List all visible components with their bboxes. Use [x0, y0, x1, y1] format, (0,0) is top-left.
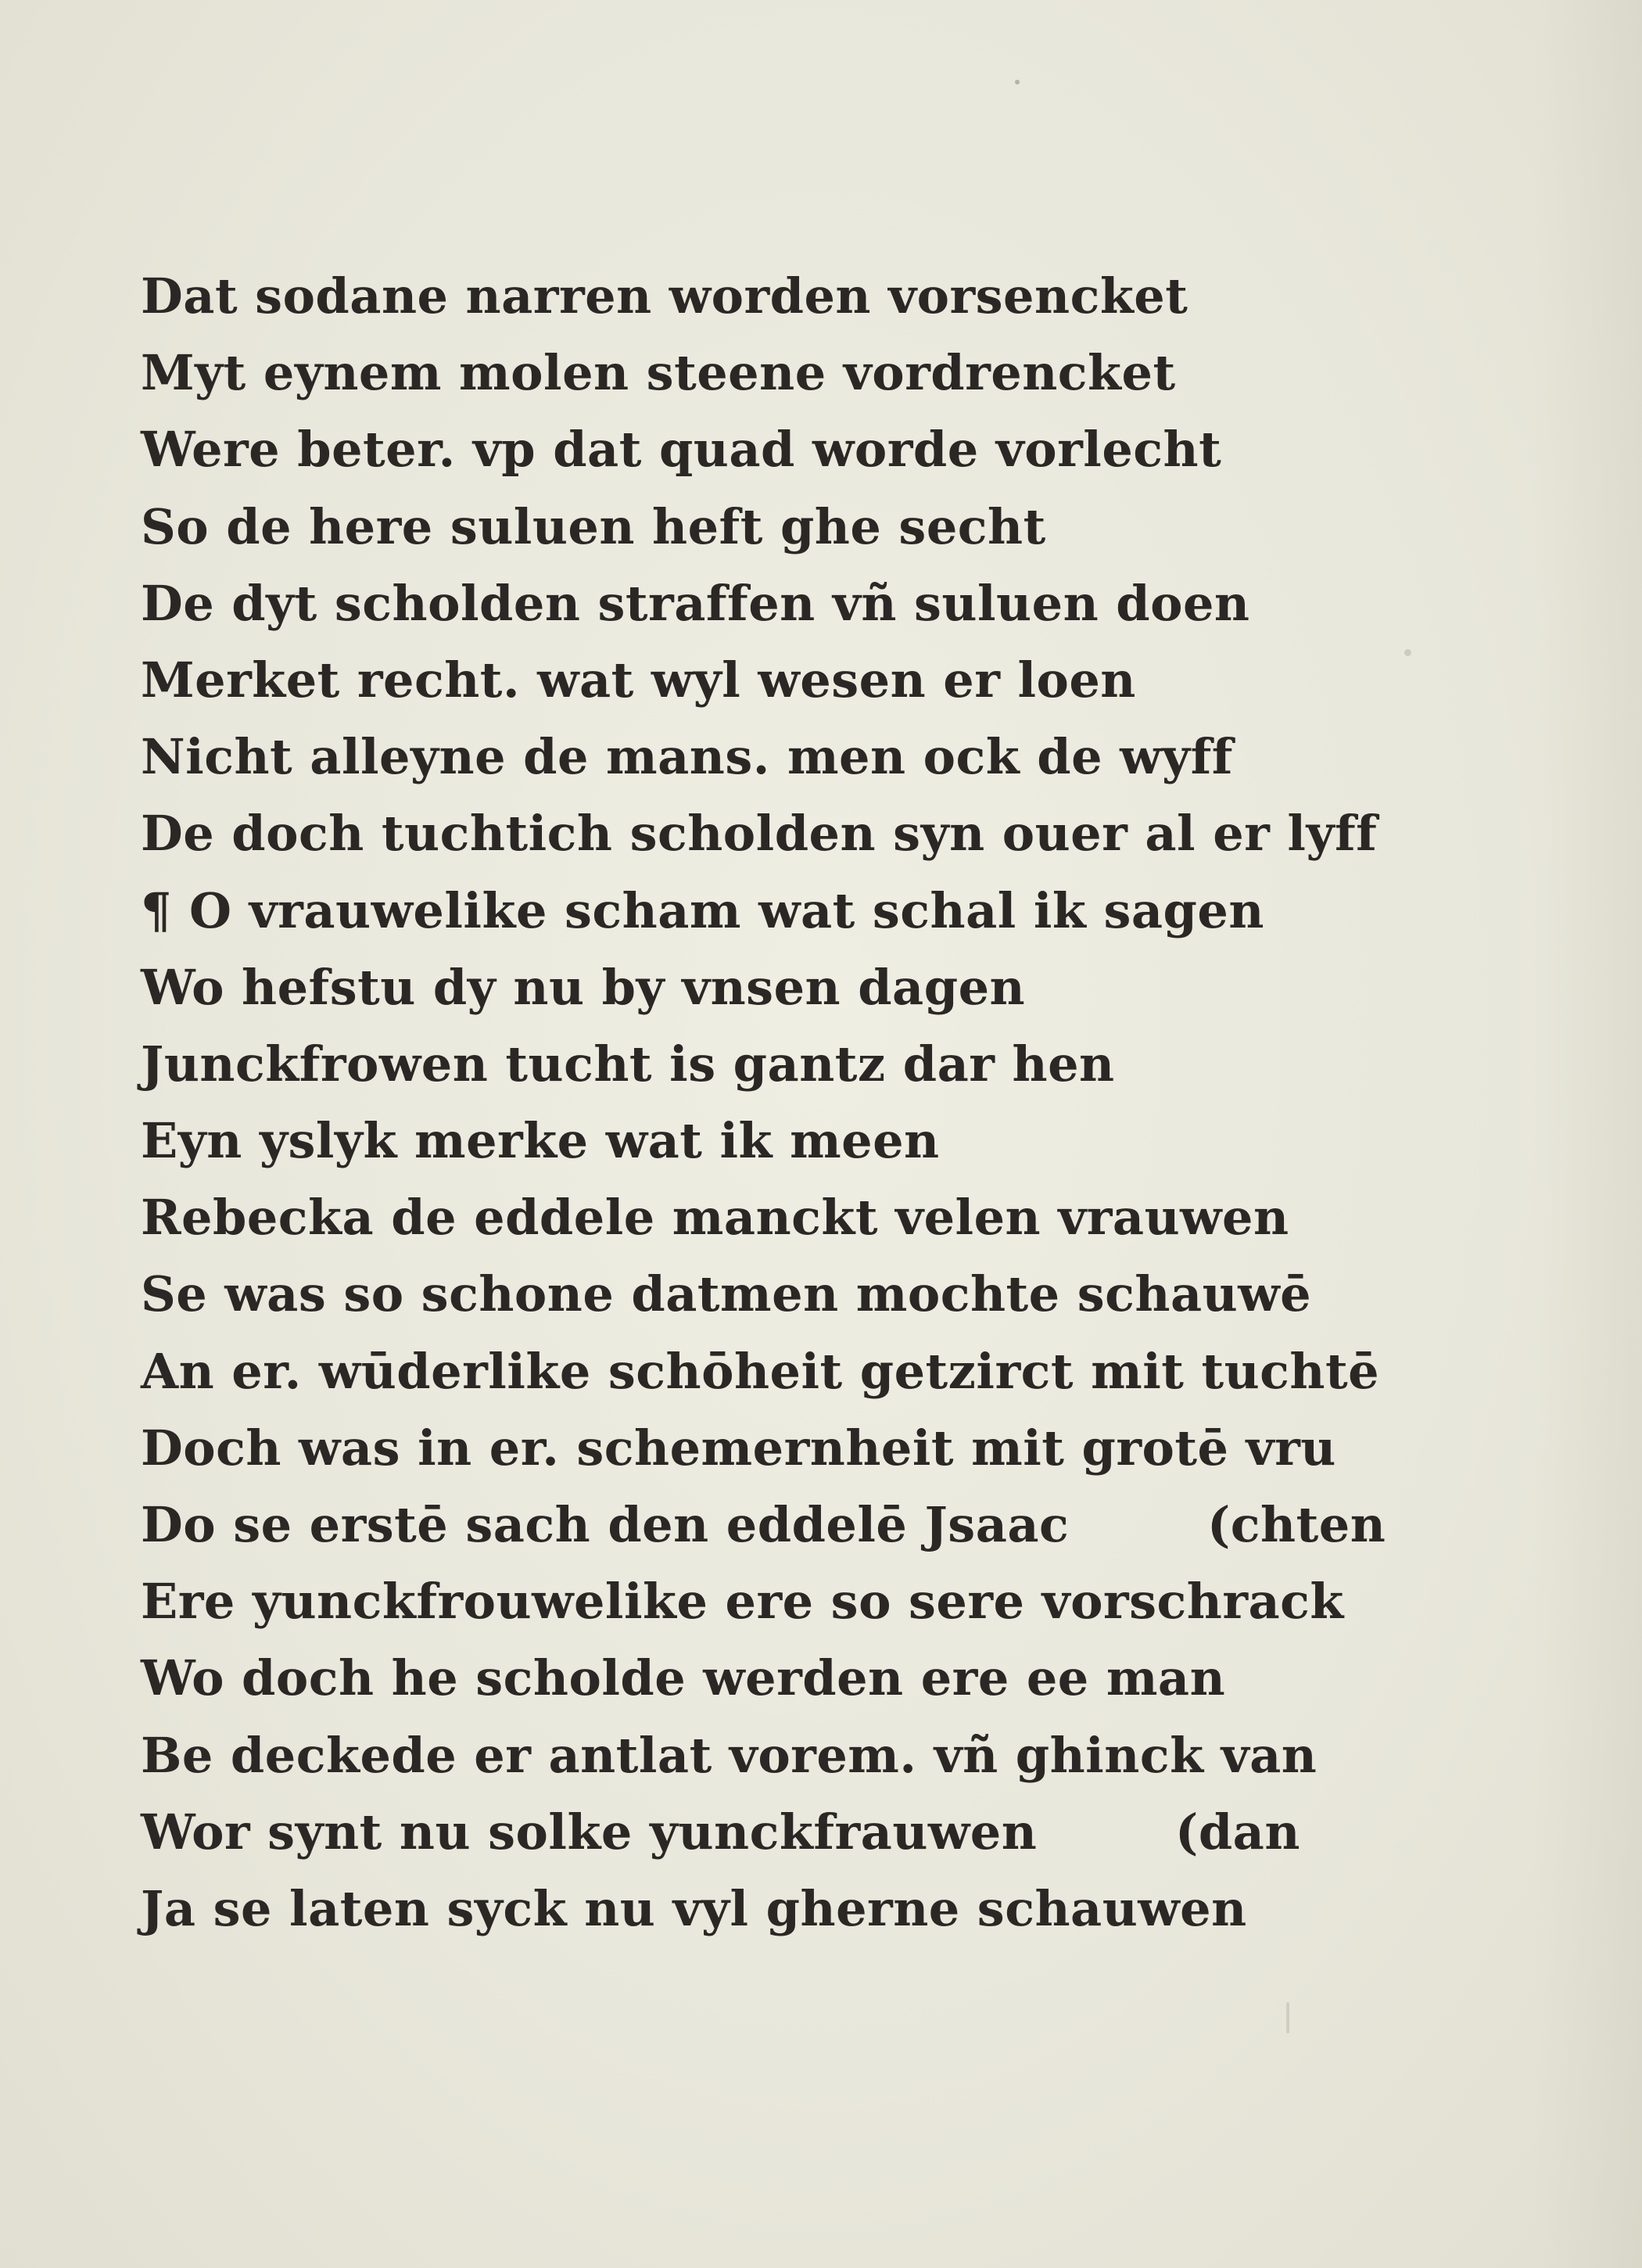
text-line: Rebecka de eddele manckt velen vrauwen — [141, 1189, 1289, 1247]
text-line: Junckfrowen tucht is gantz dar hen — [141, 1035, 1115, 1093]
text-line: Wo doch he scholde werden ere ee man — [141, 1649, 1226, 1707]
text-line: De dyt scholden straffen vñ suluen doen — [141, 574, 1250, 632]
page-edge-shadow — [1533, 0, 1642, 2268]
text-line: Dat sodane narren worden vorsencket — [141, 267, 1188, 325]
text-line: Doch was in er. schemernheit mit grotē vru — [141, 1419, 1336, 1477]
text-line: ¶ O vrauwelike scham wat schal ik sagen — [141, 881, 1264, 939]
text-line: Nicht alleyne de mans. men ock de wyff — [141, 728, 1233, 786]
text-line: Wor synt nu solke yunckfrauwen (dan — [141, 1803, 1300, 1861]
text-line: Se was so schone datmen mochte schauwē — [141, 1265, 1312, 1323]
text-line: Ere yunckfrouwelike ere so sere vorschrack — [141, 1573, 1344, 1631]
paper-speck — [1286, 2002, 1289, 2033]
text-line: Myt eynem molen steene vordrencket — [141, 344, 1176, 402]
text-line: Be deckede er antlat vorem. vñ ghinck van — [141, 1726, 1318, 1784]
text-line: De doch tuchtich scholden syn ouer al er lyff — [141, 805, 1378, 863]
text-line: Merket recht. wat wyl wesen er loen — [141, 651, 1136, 709]
text-line: Ja se laten syck nu vyl gherne schauwen — [141, 1879, 1247, 1937]
text-line: Wo hefstu dy nu by vnsen dagen — [141, 958, 1026, 1016]
text-line: Eyn yslyk merke wat ik meen — [141, 1112, 940, 1170]
poem-text-block — [141, 258, 1548, 1947]
text-line: Were beter. vp dat quad worde vorlecht — [141, 421, 1222, 479]
text-line: Do se erstē sach den eddelē Jsaac (chten — [141, 1496, 1386, 1553]
text-line: So de here suluen heft ghe secht — [141, 497, 1046, 555]
text-line: An er. wūderlike schōheit getzirct mit tuchtē — [141, 1342, 1380, 1400]
paper-speck — [1015, 80, 1020, 84]
